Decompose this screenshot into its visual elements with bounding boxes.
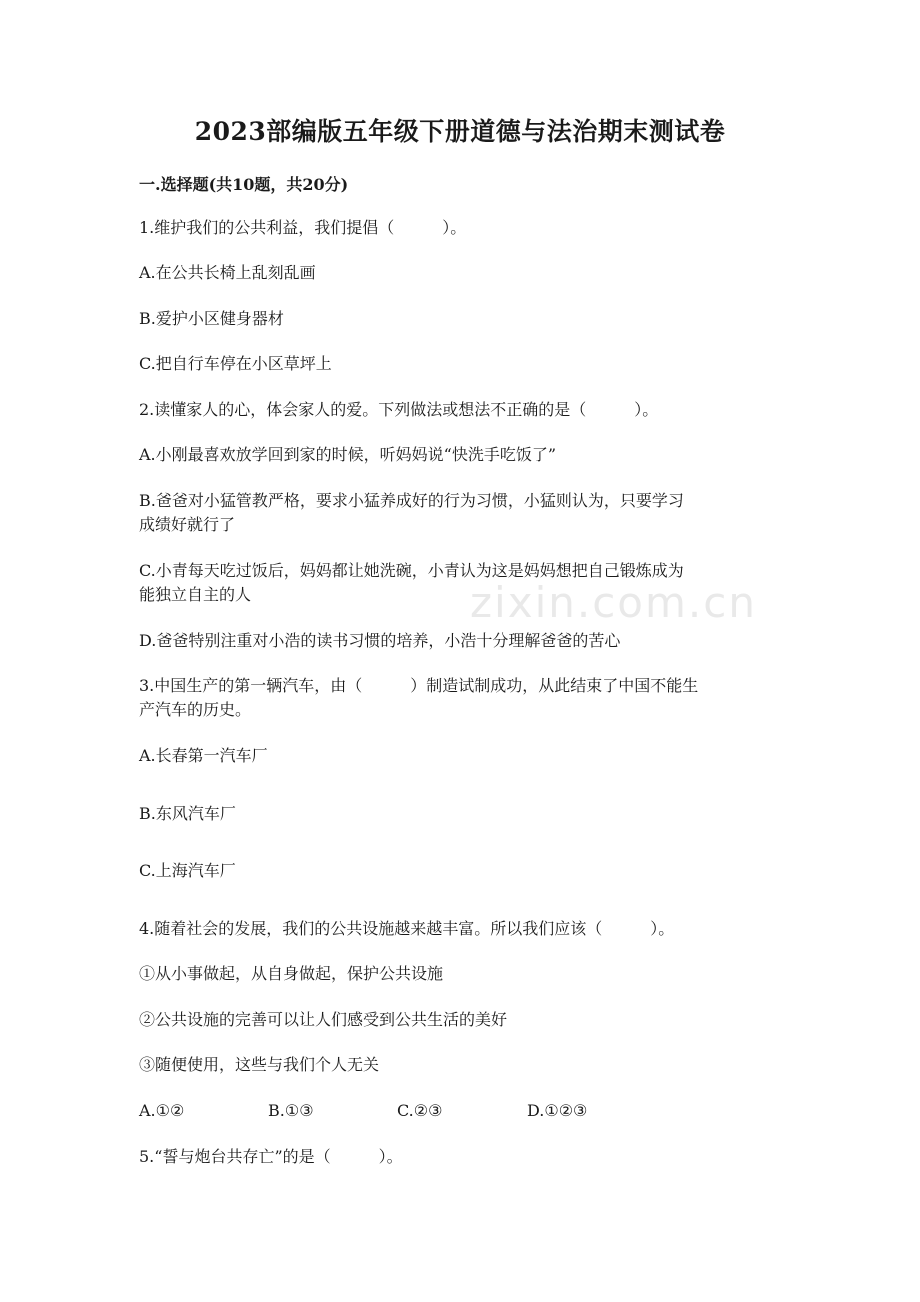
question-4-statement-1: ①从小事做起，从自身做起，保护公共设施 [139, 964, 444, 983]
question-2-option-c-line1: C.小青每天吃过饭后，妈妈都让她洗碗，小青认为这是妈妈想把自己锻炼成为 [139, 561, 684, 580]
question-2-stem: 2.读懂家人的心，体会家人的爱。下列做法或想法不正确的是（ ）。 [139, 400, 659, 419]
question-2-option-d: D.爸爸特别注重对小浩的读书习惯的培养，小浩十分理解爸爸的苦心 [139, 631, 621, 650]
question-1-option-a: A.在公共长椅上乱刻乱画 [139, 263, 316, 282]
question-1-option-c: C.把自行车停在小区草坪上 [139, 354, 332, 373]
question-4-statement-3: ③随便使用，这些与我们个人无关 [139, 1055, 380, 1074]
question-4-option-d: D.①②③ [527, 1101, 588, 1120]
question-4-option-b: B.①③ [268, 1101, 314, 1120]
question-2-option-a: A.小刚最喜欢放学回到家的时候，听妈妈说“快洗手吃饭了” [139, 445, 557, 464]
question-3-option-a: A.长春第一汽车厂 [139, 746, 268, 765]
question-1-stem: 1.维护我们的公共利益，我们提倡（ ）。 [139, 218, 467, 237]
question-1-option-b: B.爱护小区健身器材 [139, 309, 284, 328]
question-2-option-c-line2: 能独立自主的人 [139, 585, 252, 604]
question-4-statement-2: ②公共设施的完善可以让人们感受到公共生活的美好 [139, 1010, 508, 1029]
question-2-option-b-line2: 成绩好就行了 [139, 515, 236, 534]
question-3-stem-line1: 3.中国生产的第一辆汽车，由（ ）制造试制成功，从此结束了中国不能生 [139, 676, 699, 695]
question-4-option-c: C.②③ [397, 1101, 443, 1120]
question-3-stem-line2: 产汽车的历史。 [139, 700, 252, 719]
question-3-option-b: B.东风汽车厂 [139, 804, 236, 823]
question-4-stem: 4.随着社会的发展，我们的公共设施越来越丰富。所以我们应该（ ）。 [139, 919, 675, 938]
question-4-option-a: A.①② [139, 1101, 185, 1120]
question-3-option-c: C.上海汽车厂 [139, 861, 236, 880]
watermark: zixin.com.cn [470, 578, 757, 627]
question-2-option-b-line1: B.爸爸对小猛管教严格，要求小猛养成好的行为习惯，小猛则认为，只要学习 [139, 491, 684, 510]
question-5-stem: 5.“誓与炮台共存亡”的是（ ）。 [139, 1147, 403, 1166]
page-title: 2023部编版五年级下册道德与法治期末测试卷 [194, 117, 726, 146]
section-heading: 一.选择题(共10题，共20分) [139, 175, 349, 194]
